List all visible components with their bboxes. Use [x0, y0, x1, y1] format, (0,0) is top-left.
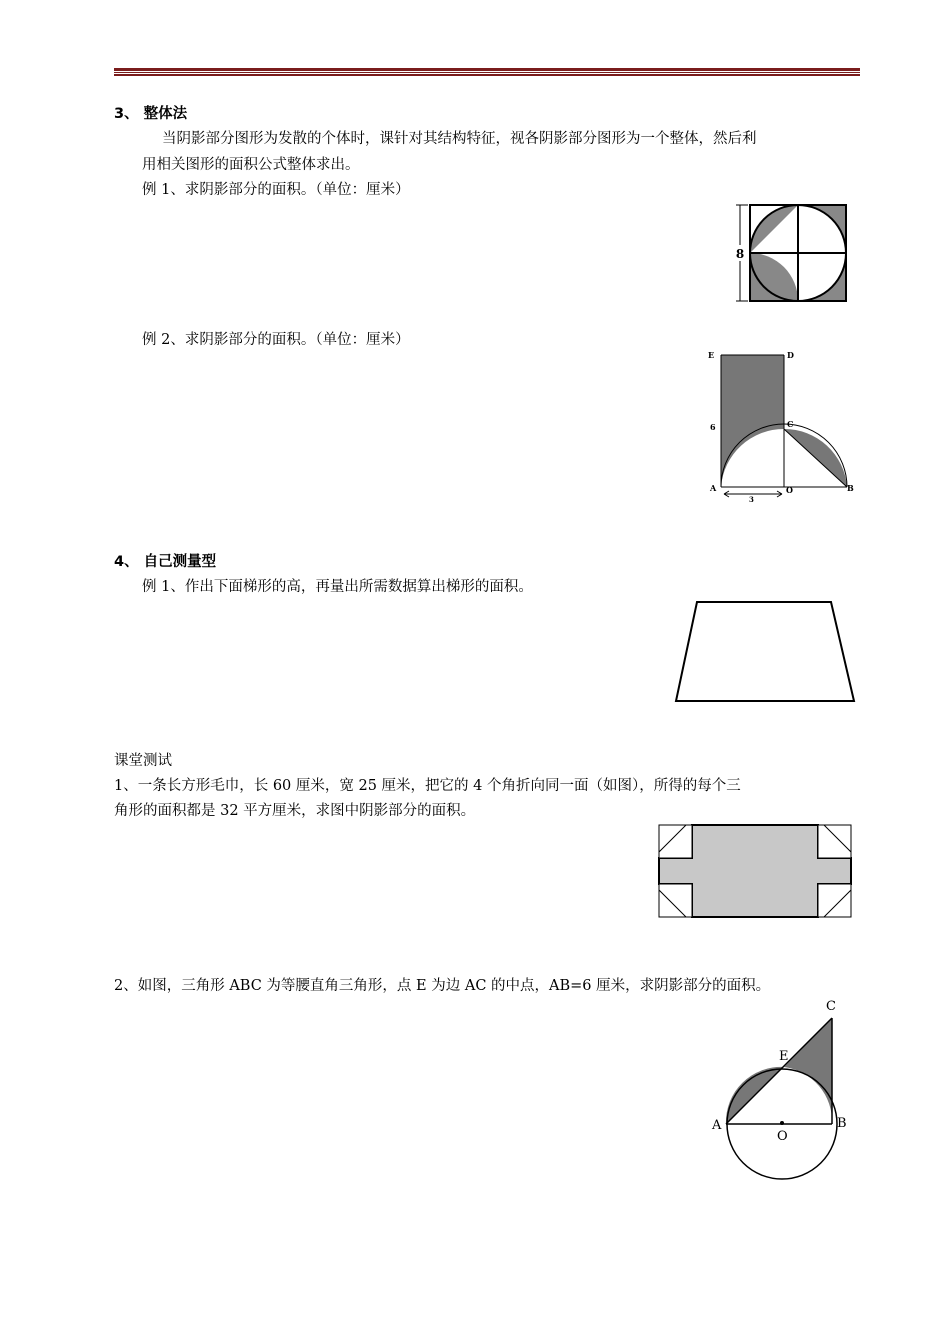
- figure-rect-semicircle: [704, 347, 864, 502]
- section3-para-line1: 当阴影部分图形为发散的个体时，课针对其结构特征，视各阴影部分图形为一个整体，然后利: [162, 131, 757, 147]
- section3-example1: 例 1、求阴影部分的面积。（单位：厘米）: [142, 182, 410, 198]
- test-q2: 2、如图，三角形 ABC 为等腰直角三角形，点 E 为边 AC 的中点，AB=6 厘米，求阴影部分的面积。: [114, 978, 771, 994]
- figure-pinwheel-square: [734, 203, 854, 309]
- q2-label-O: O: [777, 1129, 788, 1144]
- section4-heading: 4、 自己测量型: [114, 554, 217, 570]
- q2-label-B: B: [837, 1116, 847, 1131]
- label-base-3: 3: [749, 495, 754, 504]
- q2-shaded-triangle-part: [784, 1018, 832, 1124]
- label-D: D: [787, 350, 794, 360]
- pinwheel-side-label: 8: [735, 247, 745, 261]
- q2-label-C: C: [826, 999, 836, 1014]
- header-rule-bottom: [114, 74, 860, 76]
- section4-example1: 例 1、作出下面梯形的高，再量出所需数据算出梯形的面积。: [142, 579, 533, 595]
- header-rule-thin: [114, 72, 860, 73]
- section3-para-line2: 用相关图形的面积公式整体求出。: [142, 157, 360, 173]
- figure-towel: [656, 822, 856, 922]
- test-q1-line2: 角形的面积都是 32 平方厘米，求图中阴影部分的面积。: [114, 803, 476, 819]
- label-C: C: [787, 419, 794, 429]
- section3-heading: 3、 整体法: [114, 106, 188, 122]
- q2-label-E: E: [779, 1049, 789, 1064]
- label-O: O: [786, 485, 793, 495]
- example2-shaded-left: [721, 355, 784, 487]
- header-rule-thick: [114, 68, 860, 71]
- figure-circle-triangle: [706, 994, 856, 1179]
- test-title: 课堂测试: [114, 753, 172, 769]
- label-side-6: 6: [710, 422, 716, 432]
- figure-trapezoid: [660, 597, 860, 712]
- q2-label-A: A: [712, 1118, 722, 1133]
- label-B: B: [847, 483, 854, 493]
- label-E: E: [708, 350, 715, 360]
- label-A: A: [710, 483, 717, 493]
- section3-example2: 例 2、求阴影部分的面积。（单位：厘米）: [142, 332, 410, 348]
- test-q1-line1: 1、一条长方形毛巾，长 60 厘米，宽 25 厘米，把它的 4 个角折向同一面（如图），所得的每个三: [114, 778, 741, 794]
